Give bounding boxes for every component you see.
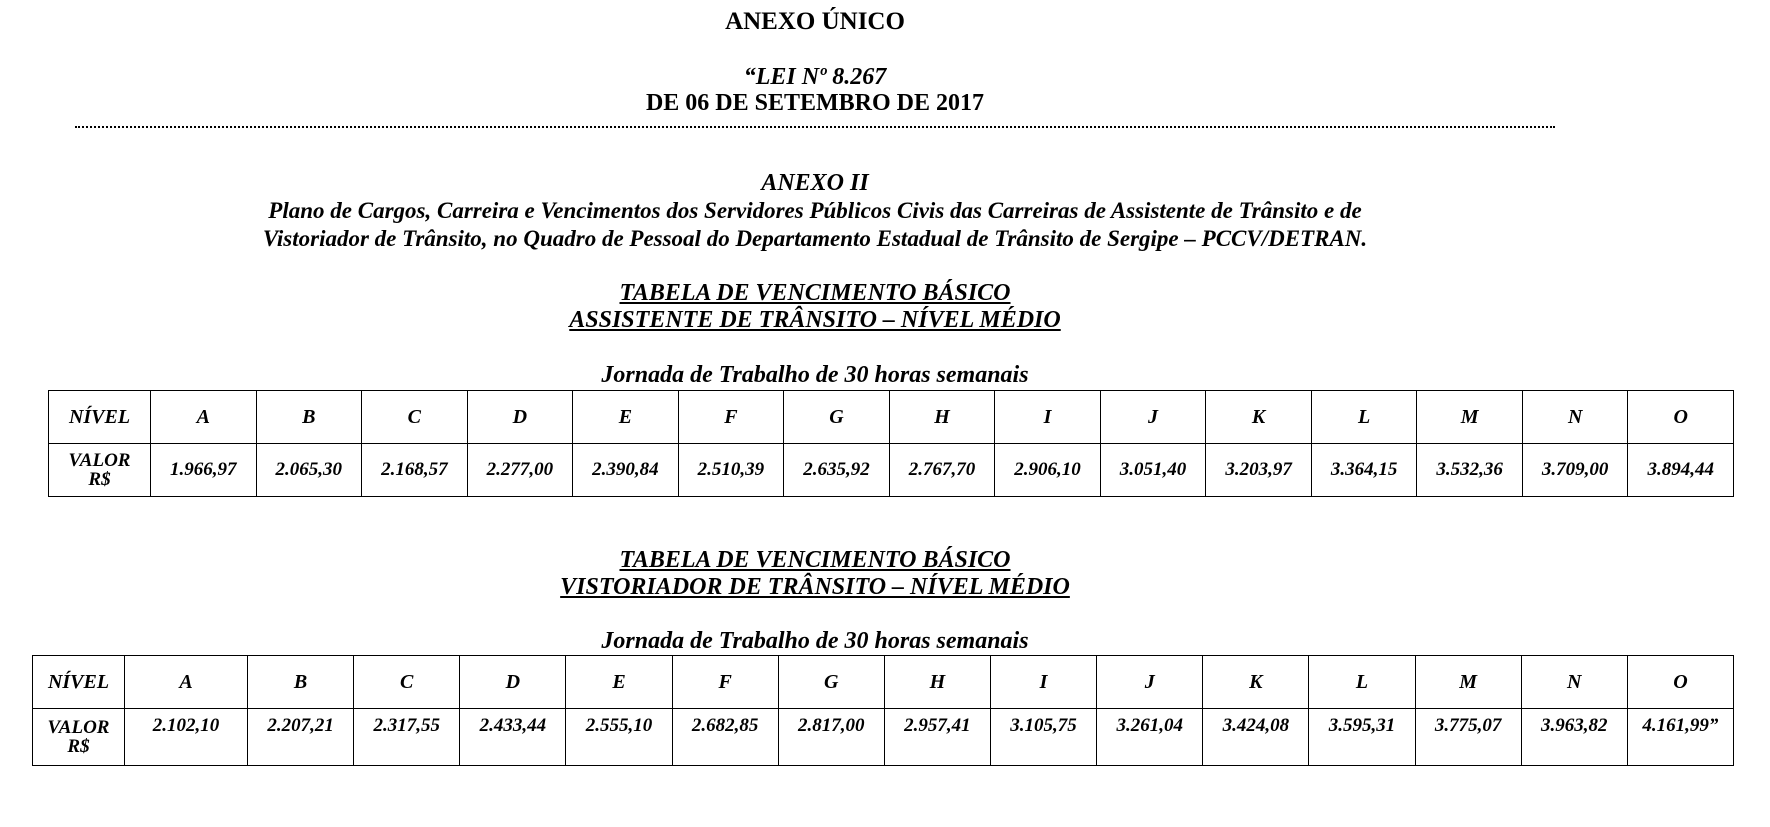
level-cell: E <box>566 656 672 709</box>
plan-description-line1: Plano de Cargos, Carreira e Vencimentos dos Servidores Públicos Civis das Carreiras de Assistente de Trânsito e de <box>268 198 1362 223</box>
salary-table-assistente <box>48 390 1734 497</box>
law-date: DE 06 DE SETEMBRO DE 2017 <box>645 90 985 116</box>
level-cell: B <box>248 656 354 709</box>
value-cell: 3.364,15 <box>1311 444 1417 497</box>
level-cell: F <box>672 656 778 709</box>
level-cell: I <box>990 656 1096 709</box>
value-cell: 2.065,30 <box>256 444 362 497</box>
level-cell: A <box>125 656 248 709</box>
level-cell: K <box>1203 656 1309 709</box>
level-cell: B <box>256 391 362 444</box>
table-value-row <box>33 709 1734 766</box>
value-cell: 3.532,36 <box>1417 444 1523 497</box>
value-cell: 2.817,00 <box>778 709 884 766</box>
value-cell: 2.767,70 <box>889 444 995 497</box>
table2-title: TABELA DE VENCIMENTO BÁSICO <box>619 547 1011 573</box>
value-cell: 2.957,41 <box>884 709 990 766</box>
level-cell: D <box>460 656 566 709</box>
value-cell: 3.261,04 <box>1097 709 1203 766</box>
level-cell: I <box>995 391 1101 444</box>
level-cell: N <box>1522 391 1628 444</box>
value-cell: 3.203,97 <box>1206 444 1312 497</box>
value-header-cell <box>33 709 125 766</box>
level-cell: H <box>884 656 990 709</box>
value-cell: 3.105,75 <box>990 709 1096 766</box>
value-cell: 3.595,31 <box>1309 709 1415 766</box>
currency-label: R$ <box>67 736 90 757</box>
value-cell: 4.161,99” <box>1627 709 1733 766</box>
plan-description-line2: Vistoriador de Trânsito, no Quadro de Pessoal do Departamento Estadual de Trânsito de Sergipe – PCCV/DETRAN. <box>262 226 1368 251</box>
annex-title: ANEXO ÚNICO <box>725 8 905 35</box>
level-cell: J <box>1100 391 1206 444</box>
level-cell: K <box>1206 391 1312 444</box>
level-cell: J <box>1097 656 1203 709</box>
value-cell: 2.390,84 <box>573 444 679 497</box>
table1-subtitle: ASSISTENTE DE TRÂNSITO – NÍVEL MÉDIO <box>569 307 1061 333</box>
table-header-row <box>49 391 1734 444</box>
value-cell: 2.635,92 <box>784 444 890 497</box>
value-header-cell <box>49 444 151 497</box>
level-header-cell: NÍVEL <box>49 391 151 444</box>
level-cell: M <box>1417 391 1523 444</box>
value-cell: 2.682,85 <box>672 709 778 766</box>
value-cell: 3.775,07 <box>1415 709 1521 766</box>
value-cell: 2.510,39 <box>678 444 784 497</box>
level-cell: A <box>151 391 257 444</box>
currency-label: R$ <box>88 469 111 490</box>
level-cell: F <box>678 391 784 444</box>
table1-title: TABELA DE VENCIMENTO BÁSICO <box>619 280 1011 306</box>
value-cell: 2.317,55 <box>354 709 460 766</box>
level-cell: O <box>1627 656 1733 709</box>
value-cell: 2.555,10 <box>566 709 672 766</box>
level-cell: G <box>778 656 884 709</box>
value-cell: 2.277,00 <box>467 444 573 497</box>
law-number: “LEI Nº 8.267 <box>743 64 887 90</box>
level-header-cell: NÍVEL <box>33 656 125 709</box>
level-cell: H <box>889 391 995 444</box>
value-cell: 1.966,97 <box>151 444 257 497</box>
level-cell: M <box>1415 656 1521 709</box>
value-cell: 3.424,08 <box>1203 709 1309 766</box>
value-label: VALOR <box>47 717 110 738</box>
level-cell: G <box>784 391 890 444</box>
value-cell: 3.894,44 <box>1628 444 1734 497</box>
level-cell: N <box>1521 656 1627 709</box>
value-cell: 2.207,21 <box>248 709 354 766</box>
annex2-title: ANEXO II <box>761 170 869 196</box>
table2-workload: Jornada de Trabalho de 30 horas semanais <box>601 628 1029 654</box>
value-cell: 2.906,10 <box>995 444 1101 497</box>
level-cell: E <box>573 391 679 444</box>
value-cell: 2.168,57 <box>362 444 468 497</box>
table-value-row <box>49 444 1734 497</box>
value-cell: 2.102,10 <box>125 709 248 766</box>
level-cell: L <box>1309 656 1415 709</box>
value-label: VALOR <box>68 450 131 471</box>
table1-workload: Jornada de Trabalho de 30 horas semanais <box>601 362 1029 388</box>
level-cell: C <box>362 391 468 444</box>
table2-subtitle: VISTORIADOR DE TRÂNSITO – NÍVEL MÉDIO <box>560 574 1070 600</box>
level-cell: L <box>1311 391 1417 444</box>
level-cell: C <box>354 656 460 709</box>
level-cell: D <box>467 391 573 444</box>
value-cell: 3.963,82 <box>1521 709 1627 766</box>
value-cell: 3.709,00 <box>1522 444 1628 497</box>
dotted-divider <box>75 126 1555 128</box>
salary-table-vistoriador <box>32 655 1734 766</box>
table-header-row <box>33 656 1734 709</box>
value-cell: 2.433,44 <box>460 709 566 766</box>
level-cell: O <box>1628 391 1734 444</box>
value-cell: 3.051,40 <box>1100 444 1206 497</box>
